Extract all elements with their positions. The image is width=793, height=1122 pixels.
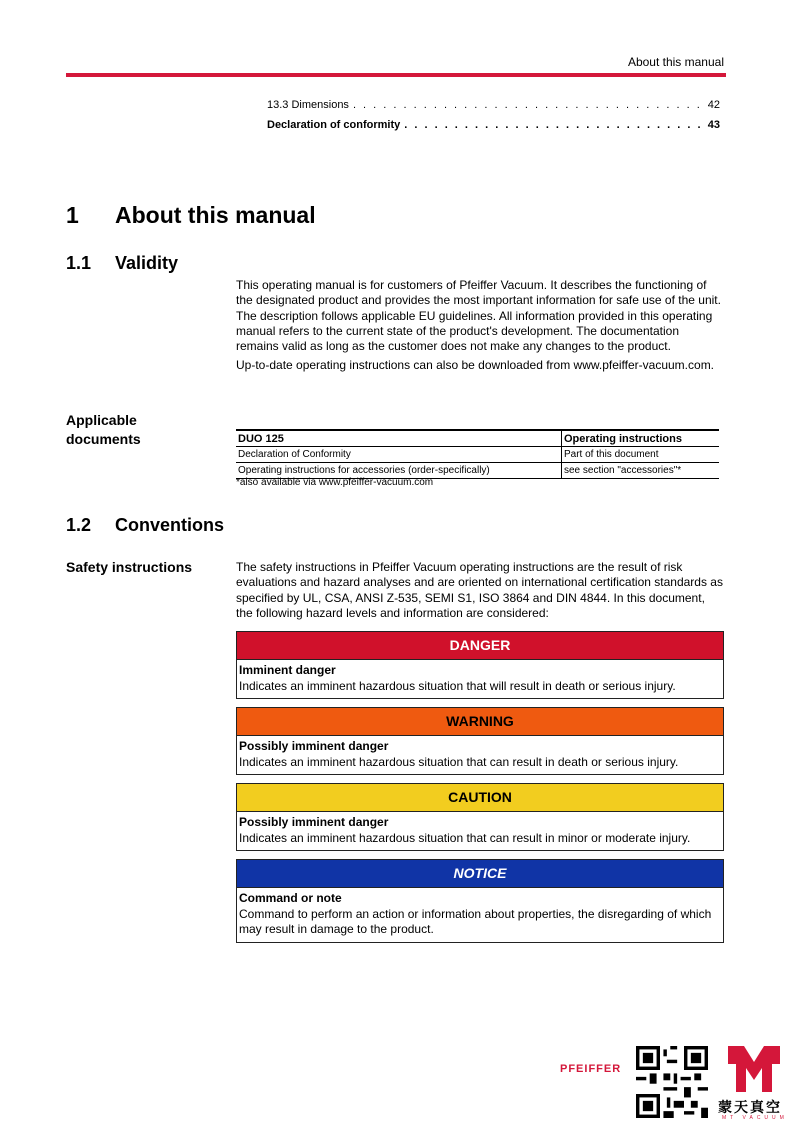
toc-entry-label: 13.3 Dimensions [267,99,349,111]
chapter-number: 1 [66,202,79,228]
section-title: Validity [115,253,179,273]
header-rule [66,73,726,77]
hazard-level-bar: NOTICE [237,860,723,888]
mt-vacuum-english-name: MT VACUUM [722,1115,788,1121]
table-footnote: *also available via www.pfeiffer-vacuum.com [236,477,434,488]
hazard-description: Command to perform an action or information about properties, the disregarding of which may result in damage to the product. [239,906,712,936]
table-cell: Operating instructions for accessories (order-specifically) [236,463,562,479]
chapter-title: About this manual [115,202,316,228]
table-header-cell: DUO 125 [236,430,562,447]
safety-instructions-paragraph: The safety instructions in Pfeiffer Vacuum operating instructions are the result of risk evaluations and hazard analyses and are oriented on international certification standards as specified by UL, CSA, ANSI Z-535, SEMI S1, ISO 3864 and DIN 4844. In this document, the following hazard levels and information are considered: [236,560,723,620]
table-header-row [236,430,719,447]
toc-leader [404,119,704,131]
section-title: Conventions [115,515,225,535]
hazard-box-warning [236,707,724,775]
table-header-cell: Operating instructions [562,430,720,447]
validity-paragraph: This operating manual is for customers of Pfeiffer Vacuum. It describes the functioning of the designated product and provides the most important information for safe use of the unit. The description follows applicable EU guidelines. All information provided in this operating manual refers to the current state of the product's development. The documentation remains valid as long as the customer does not make any changes to the product. [236,278,721,354]
toc-entry[interactable] [267,119,720,131]
toc-leader [353,99,704,111]
hazard-level-bar: CAUTION [237,784,723,812]
toc-entry-label: Declaration of conformity [267,119,401,131]
hazard-box-danger [236,631,724,699]
safety-instructions-label: Safety instructions [66,559,193,575]
hazard-level-bar: DANGER [237,632,723,660]
section-heading-validity [66,253,178,274]
hazard-title: Possibly imminent danger [239,815,389,829]
hazard-title: Command or note [239,891,342,905]
hazard-description: Indicates an imminent hazardous situation that can result in death or serious injury. [239,754,679,769]
hazard-description: Indicates an imminent hazardous situation that will result in death or serious injury. [239,678,676,693]
pfeiffer-logo: PFEIFFER [560,1063,622,1075]
table-cell: Declaration of Conformity [236,447,562,463]
page-header-title: About this manual [627,55,724,69]
applicable-documents-table [236,429,719,479]
hazard-title: Imminent danger [239,663,336,677]
hazard-description: Indicates an imminent hazardous situation that can result in minor or moderate injury. [239,830,691,845]
mt-vacuum-chinese-name: 蒙天真空 [718,1099,782,1115]
section-number: 1.1 [66,253,92,273]
hazard-title: Possibly imminent danger [239,739,389,753]
download-paragraph: Up-to-date operating instructions can also be downloaded from www.pfeiffer-vacuum.com. [236,358,715,372]
hazard-box-notice [236,859,724,943]
qr-code-icon [636,1046,708,1118]
table-cell: Part of this document [562,447,720,463]
table-row [236,447,719,463]
section-heading-conventions [66,515,224,536]
applicable-documents-label: Applicable documents [66,412,141,447]
chapter-heading [66,202,316,229]
mt-vacuum-logo-icon [728,1046,780,1092]
toc-entry-page: 43 [707,119,720,131]
toc-entry[interactable] [267,99,720,111]
table-cell: see section "accessories"* [562,463,720,479]
hazard-box-caution [236,783,724,851]
toc-entry-page: 42 [707,99,720,111]
section-number: 1.2 [66,515,92,535]
hazard-level-bar: WARNING [237,708,723,736]
